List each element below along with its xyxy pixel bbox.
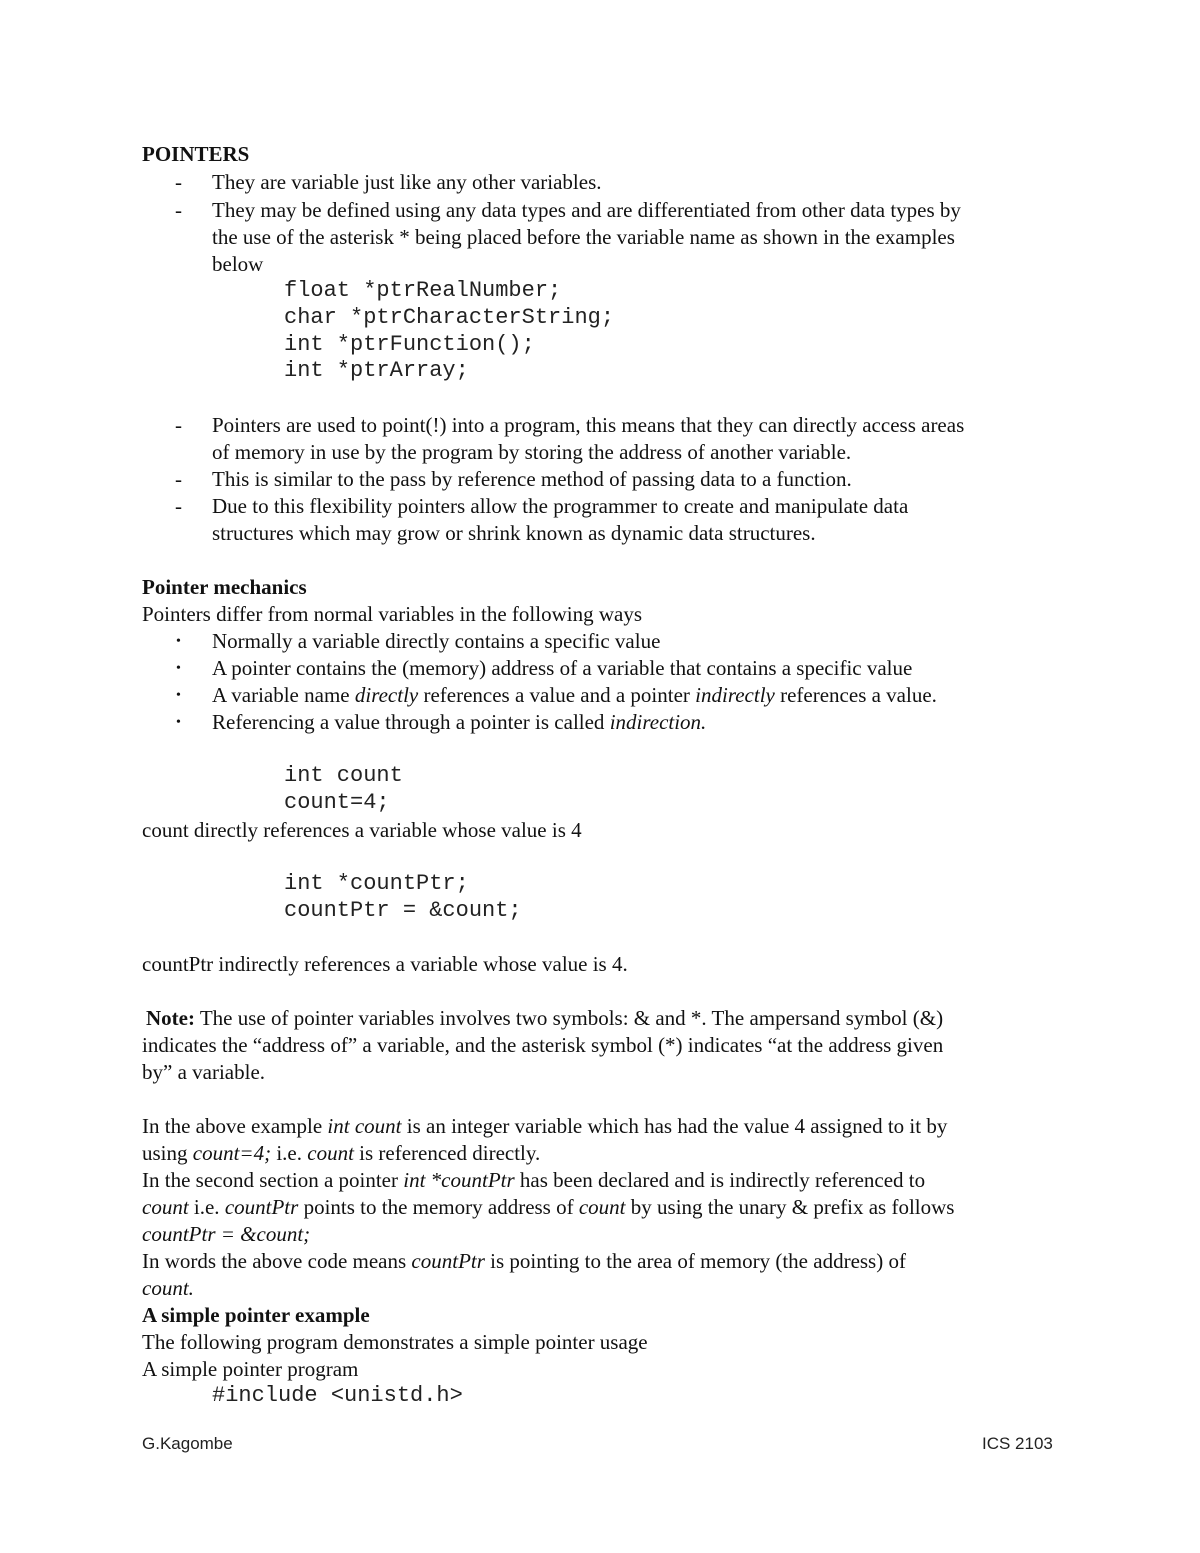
count-explanation: count directly references a variable whose value is 4 xyxy=(142,818,582,842)
simple-line-2: A simple pointer program xyxy=(142,1357,359,1381)
section-title-pointer-mechanics: Pointer mechanics xyxy=(142,575,307,599)
code-line: int *countPtr; xyxy=(284,871,469,896)
code-include-line: #include <unistd.h> xyxy=(212,1383,463,1408)
bullet-flexibility-line-1: Due to this flexibility pointers allow the programmer to create and manipulate data xyxy=(212,494,909,518)
para-line-3: In the second section a pointer int *countPtr has been declared and is indirectly referenced to xyxy=(142,1168,926,1192)
intro-bullet-2-line-2: the use of the asterisk * being placed before the variable name as shown in the examples xyxy=(212,225,955,249)
dash-marker: - xyxy=(175,170,182,194)
para-line-1: In the above example int count is an integer variable which has had the value 4 assigned to it by xyxy=(142,1114,948,1138)
bullet-dot: • xyxy=(176,688,181,703)
para-line-5: countPtr = &count; xyxy=(142,1222,311,1246)
mechanics-bullet-2: A pointer contains the (memory) address of a variable that contains a specific value xyxy=(212,656,913,680)
footer-course-code: ICS 2103 xyxy=(982,1434,1053,1453)
countptr-explanation: countPtr indirectly references a variable whose value is 4. xyxy=(142,952,628,976)
note-line-2: indicates the “address of” a variable, and the asterisk symbol (*) indicates “at the address given xyxy=(142,1033,944,1057)
dash-marker: - xyxy=(175,413,182,437)
code-line: count=4; xyxy=(284,790,390,815)
code-line: float *ptrRealNumber; xyxy=(284,278,562,303)
footer-author: G.Kagombe xyxy=(142,1434,233,1453)
bullet-pass-by-reference: This is similar to the pass by reference method of passing data to a function. xyxy=(212,467,852,491)
code-line: int count xyxy=(284,763,403,788)
note-line-1: Note: The use of pointer variables involves two symbols: & and *. The ampersand symbol (&) xyxy=(146,1006,944,1030)
para-line-4: count i.e. countPtr points to the memory address of count by using the unary & prefix as follows xyxy=(142,1195,955,1219)
mechanics-bullet-4: Referencing a value through a pointer is called indirection. xyxy=(212,710,707,734)
section-title-simple-example: A simple pointer example xyxy=(142,1303,370,1327)
bullet-pointers-use-line-2: of memory in use by the program by storing the address of another variable. xyxy=(212,440,852,464)
para-line-6: In words the above code means countPtr is pointing to the area of memory (the address) of xyxy=(142,1249,906,1273)
dash-marker: - xyxy=(175,494,182,518)
code-line: char *ptrCharacterString; xyxy=(284,305,615,330)
bullet-dot: • xyxy=(176,715,181,730)
bullet-dot: • xyxy=(176,634,181,649)
heading-pointers: POINTERS xyxy=(142,142,250,166)
intro-bullet-2-line-1: They may be defined using any data types and are differentiated from other data types by xyxy=(212,198,961,222)
code-line: int *ptrFunction(); xyxy=(284,332,535,357)
bullet-flexibility-line-2: structures which may grow or shrink known as dynamic data structures. xyxy=(212,521,816,545)
bullet-pointers-use-line-1: Pointers are used to point(!) into a program, this means that they can directly access areas xyxy=(212,413,965,437)
code-line: int *ptrArray; xyxy=(284,358,469,383)
simple-line-1: The following program demonstrates a simple pointer usage xyxy=(142,1330,648,1354)
mechanics-bullet-3: A variable name directly references a value and a pointer indirectly references a value. xyxy=(212,683,937,707)
para-line-2: using count=4; i.e. count is referenced directly. xyxy=(142,1141,541,1165)
dash-marker: - xyxy=(175,467,182,491)
para-line-7: count. xyxy=(142,1276,194,1300)
mechanics-bullet-1: Normally a variable directly contains a specific value xyxy=(212,629,661,653)
note-line-3: by” a variable. xyxy=(142,1060,266,1084)
mechanics-lead: Pointers differ from normal variables in the following ways xyxy=(142,602,643,626)
bullet-dot: • xyxy=(176,661,181,676)
dash-marker: - xyxy=(175,198,182,222)
code-line: countPtr = &count; xyxy=(284,898,522,923)
intro-bullet-1: They are variable just like any other variables. xyxy=(212,170,602,194)
intro-bullet-2-line-3: below xyxy=(212,252,264,276)
